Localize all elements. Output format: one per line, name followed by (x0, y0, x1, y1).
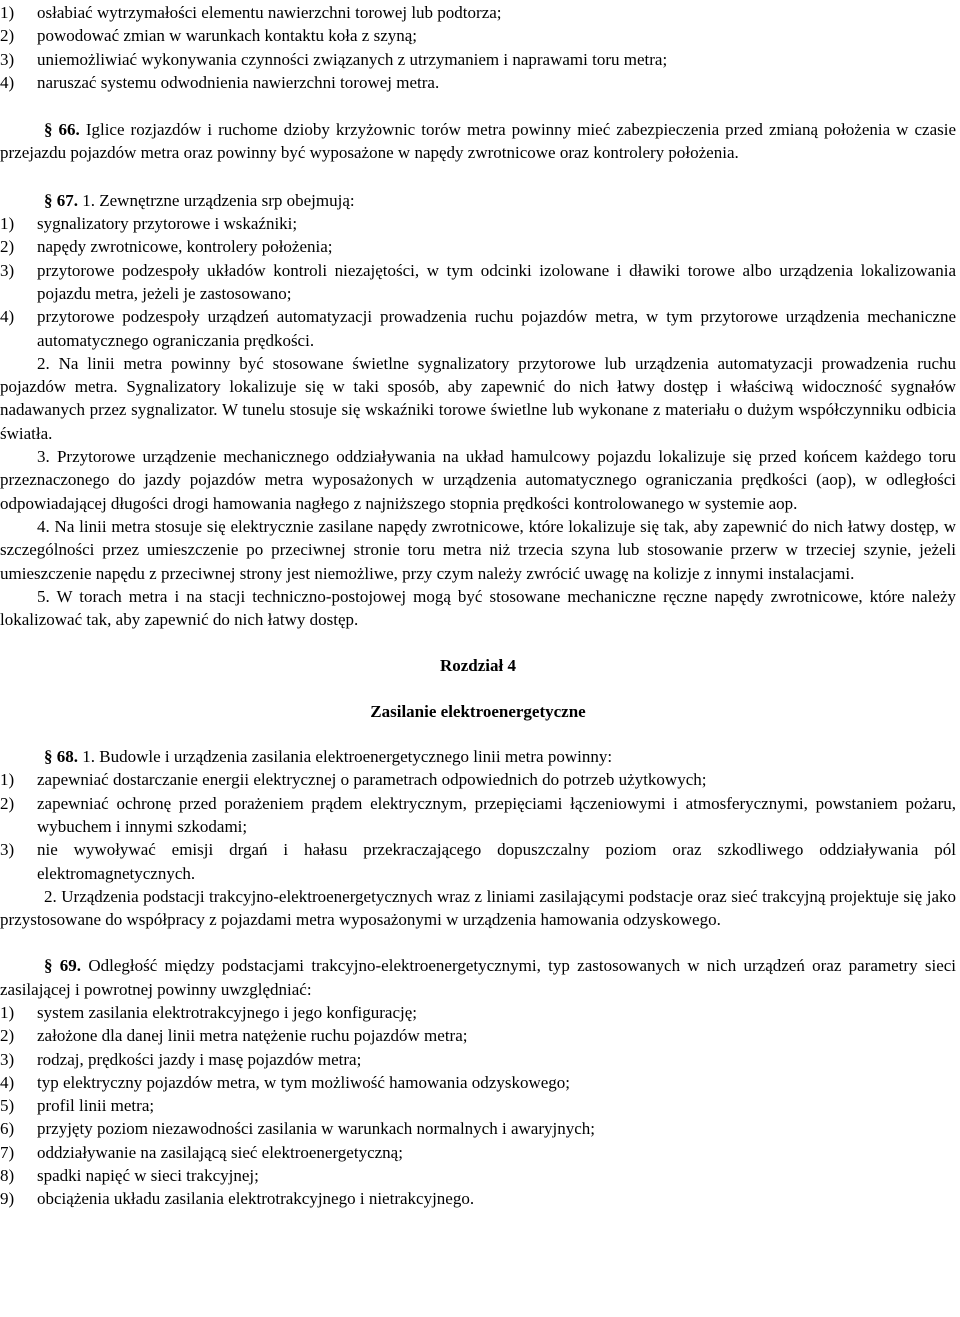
list-number: 3) (0, 49, 15, 69)
list-text: system zasilania elektrotrakcyjnego i jego konfigurację; (37, 1002, 418, 1022)
section-mark: § 69. (44, 956, 82, 976)
list-text: rodzaj, prędkości jazdy i masę pojazdów metra; (37, 1049, 362, 1069)
list-item (0, 1117, 956, 1140)
list-text: przytorowe podzespoły układów kontroli niezajętości, w tym odcinki izolowane i dławiki torowe albo urządzenia lokalizowania pojazdu metra, jeżeli je zastosowano; (37, 260, 956, 303)
list-text: powodować zmian w warunkach kontaktu koła z szyną; (37, 26, 418, 46)
list-number: 6) (0, 1119, 15, 1139)
section-text: 1. Budowle i urządzenia zasilania elektroenergetycznego linii metra powinny: (82, 747, 613, 767)
list-number: 7) (0, 1142, 15, 1162)
list-number: 3) (0, 840, 15, 860)
list-item (0, 1, 956, 24)
list-item (0, 1141, 956, 1164)
list-number: 2) (0, 26, 15, 46)
list-text: naruszać systemu odwodnienia nawierzchni torowej metra. (37, 72, 440, 92)
section-text: Odległość między podstacjami trakcyjno-elektroenergetycznymi, typ zastosowanych w nich urządzeń oraz parametry sieci zasilającej i powrotnej powinny uwzględniać: (0, 956, 957, 999)
list-item (0, 71, 956, 94)
list-item (0, 1048, 956, 1071)
list-number: 1) (0, 214, 15, 234)
list-item (0, 24, 956, 47)
list-number: 2) (0, 1026, 15, 1046)
list-number: 4) (0, 1072, 15, 1092)
list-text: założone dla danej linii metra natężenie ruchu pojazdów metra; (37, 1026, 468, 1046)
list-number: 2) (0, 793, 15, 813)
list-text: profil linii metra; (37, 1096, 155, 1116)
section-68-list (0, 768, 956, 884)
list-number: 2) (0, 237, 15, 257)
list-text: przyjęty poziom niezawodności zasilania w warunkach normalnych i awaryjnych; (37, 1119, 595, 1139)
section-mark: § 67. (44, 190, 78, 210)
section-mark: § 68. (44, 747, 78, 767)
list-item (0, 1187, 956, 1210)
paragraph: 4. Na linii metra stosuje się elektrycznie zasilane napędy zwrotnicowe, które lokalizuje się tak, aby zapewnić do nich łatwy dostęp, w szczególności przez umieszczenie po przeciwnej stronie toru metra niż trzecia szyna lub stosowanie przerw w trzeciej szynie, jeżeli umieszczenie napędu z przeciwnej strony jest niemożliwe, przy czym należy zwrócić uwagę na kolizje z innymi instalacjami. (0, 516, 956, 583)
list-number: 3) (0, 1049, 15, 1069)
list-text: zapewniać ochronę przed porażeniem prądem elektrycznym, przepięciami łączeniowymi i atmosferycznymi, powstaniem pożaru, wybuchem i innymi szkodami; (37, 793, 956, 836)
paragraph: 2. Urządzenia podstacji trakcyjno-elektroenergetycznych wraz z liniami zasilającymi podstacje oraz sieć trakcyjną projektuje się jako przystosowane do współpracy z pojazdami metra wyposażonymi w urządzenia hamowania odzyskowego. (0, 886, 956, 930)
list-text: osłabiać wytrzymałości elementu nawierzchni torowej lub podtorza; (37, 3, 502, 22)
list-number: 1) (0, 1002, 15, 1022)
list-number: 5) (0, 1096, 15, 1116)
list-item (0, 1094, 956, 1117)
list-text: zapewniać dostarczanie energii elektrycznej o parametrach odpowiednich do potrzeb użytkowych; (37, 770, 707, 790)
chapter-number: Rozdział 4 (439, 656, 517, 676)
list-number: 4) (0, 72, 15, 92)
list-item (0, 1001, 956, 1024)
list-text: napędy zwrotnicowe, kontrolery położenia; (37, 237, 333, 257)
section-mark: § 66. (44, 120, 80, 140)
list-number: 9) (0, 1189, 15, 1209)
list-item (0, 235, 956, 258)
section-text: 1. Zewnętrzne urządzenia srp obejmują: (82, 190, 355, 210)
list-text: spadki napięć w sieci trakcyjnej; (37, 1166, 259, 1186)
section-69-list (0, 1001, 956, 1211)
section-67 (0, 189, 956, 212)
paragraph: 2. Na linii metra powinny być stosowane świetlne sygnalizatory przytorowe lub urządzenia automatyzacji prowadzenia ruchu pojazdów metra. Sygnalizatory lokalizuje się w taki sposób, aby zapewnić do nich łatwy dostęp i właściwą widoczność sygnałów nadawanych przez sygnalizator. W tunelu stosuje się wskaźniki torowe świetlne lub wykonane z materiału o dużym współczynniku odbicia światła. (0, 353, 956, 443)
list-number: 1) (0, 3, 15, 22)
paragraph: 5. W torach metra i na stacji techniczno-postojowej mogą być stosowane mechaniczne ręczne napędy zwrotnicowe, które należy lokalizować tak, aby zapewnić do nich łatwy dostęp. (0, 586, 956, 630)
section-69 (0, 954, 956, 1001)
section-67-list (0, 212, 956, 352)
list-text: obciążenia układu zasilania elektrotrakcyjnego i nietrakcyjnego. (37, 1189, 475, 1209)
list-item (0, 1071, 956, 1094)
section-68 (0, 745, 956, 768)
list-item (0, 792, 956, 839)
list-text: sygnalizatory przytorowe i wskaźniki; (37, 214, 298, 234)
list-text: oddziaływanie na zasilającą sieć elektroenergetyczną; (37, 1142, 403, 1162)
list-number: 4) (0, 307, 15, 327)
section-66 (0, 118, 956, 165)
list-text: uniemożliwiać wykonywania czynności związanych z utrzymaniem i naprawami toru metra; (37, 49, 668, 69)
list-text: przytorowe podzespoły urządzeń automatyzacji prowadzenia ruchu pojazdów metra, w tym przytorowe urządzenia mechaniczne automatycznego ograniczania prędkości. (37, 307, 956, 350)
list-text: typ elektryczny pojazdów metra, w tym możliwość hamowania odzyskowego; (37, 1072, 570, 1092)
list-item (0, 305, 956, 352)
list-item (0, 1024, 956, 1047)
list-text: nie wywoływać emisji drgań i hałasu przekraczającego dopuszczalny poziom oraz szkodliwego oddziaływania pól elektromagnetycznych. (37, 840, 956, 883)
paragraph: 3. Przytorowe urządzenie mechanicznego oddziaływania na układ hamulcowy pojazdu lokalizuje się przed końcem każdego toru przeznaczonego do jazdy pojazdów metra wyposażonych w urządzenia automatycznego ograniczania prędkości (aop), w odległości odpowiadającej długości drogi hamowania nagłego z najniższego stopnia prędkości kontrolowanego w systemie aop. (0, 447, 956, 513)
list-item (0, 1164, 956, 1187)
list-item (0, 212, 956, 235)
list-number: 8) (0, 1166, 15, 1186)
section-text: Iglice rozjazdów i ruchome dzioby krzyżownic torów metra powinny mieć zabezpieczenia przed zmianą położenia w czasie przejazdu pojazdów metra oraz powinny być wyposażone w napędy zwrotnicowe oraz kontrolery położenia. (0, 120, 956, 163)
list-item (0, 48, 956, 71)
list-item (0, 838, 956, 885)
list-number: 1) (0, 770, 15, 790)
chapter-title: Zasilanie elektroenergetyczne (370, 701, 586, 721)
list-item (0, 259, 956, 306)
list-number: 3) (0, 260, 15, 280)
list-item (0, 768, 956, 791)
intro-list (0, 1, 956, 94)
